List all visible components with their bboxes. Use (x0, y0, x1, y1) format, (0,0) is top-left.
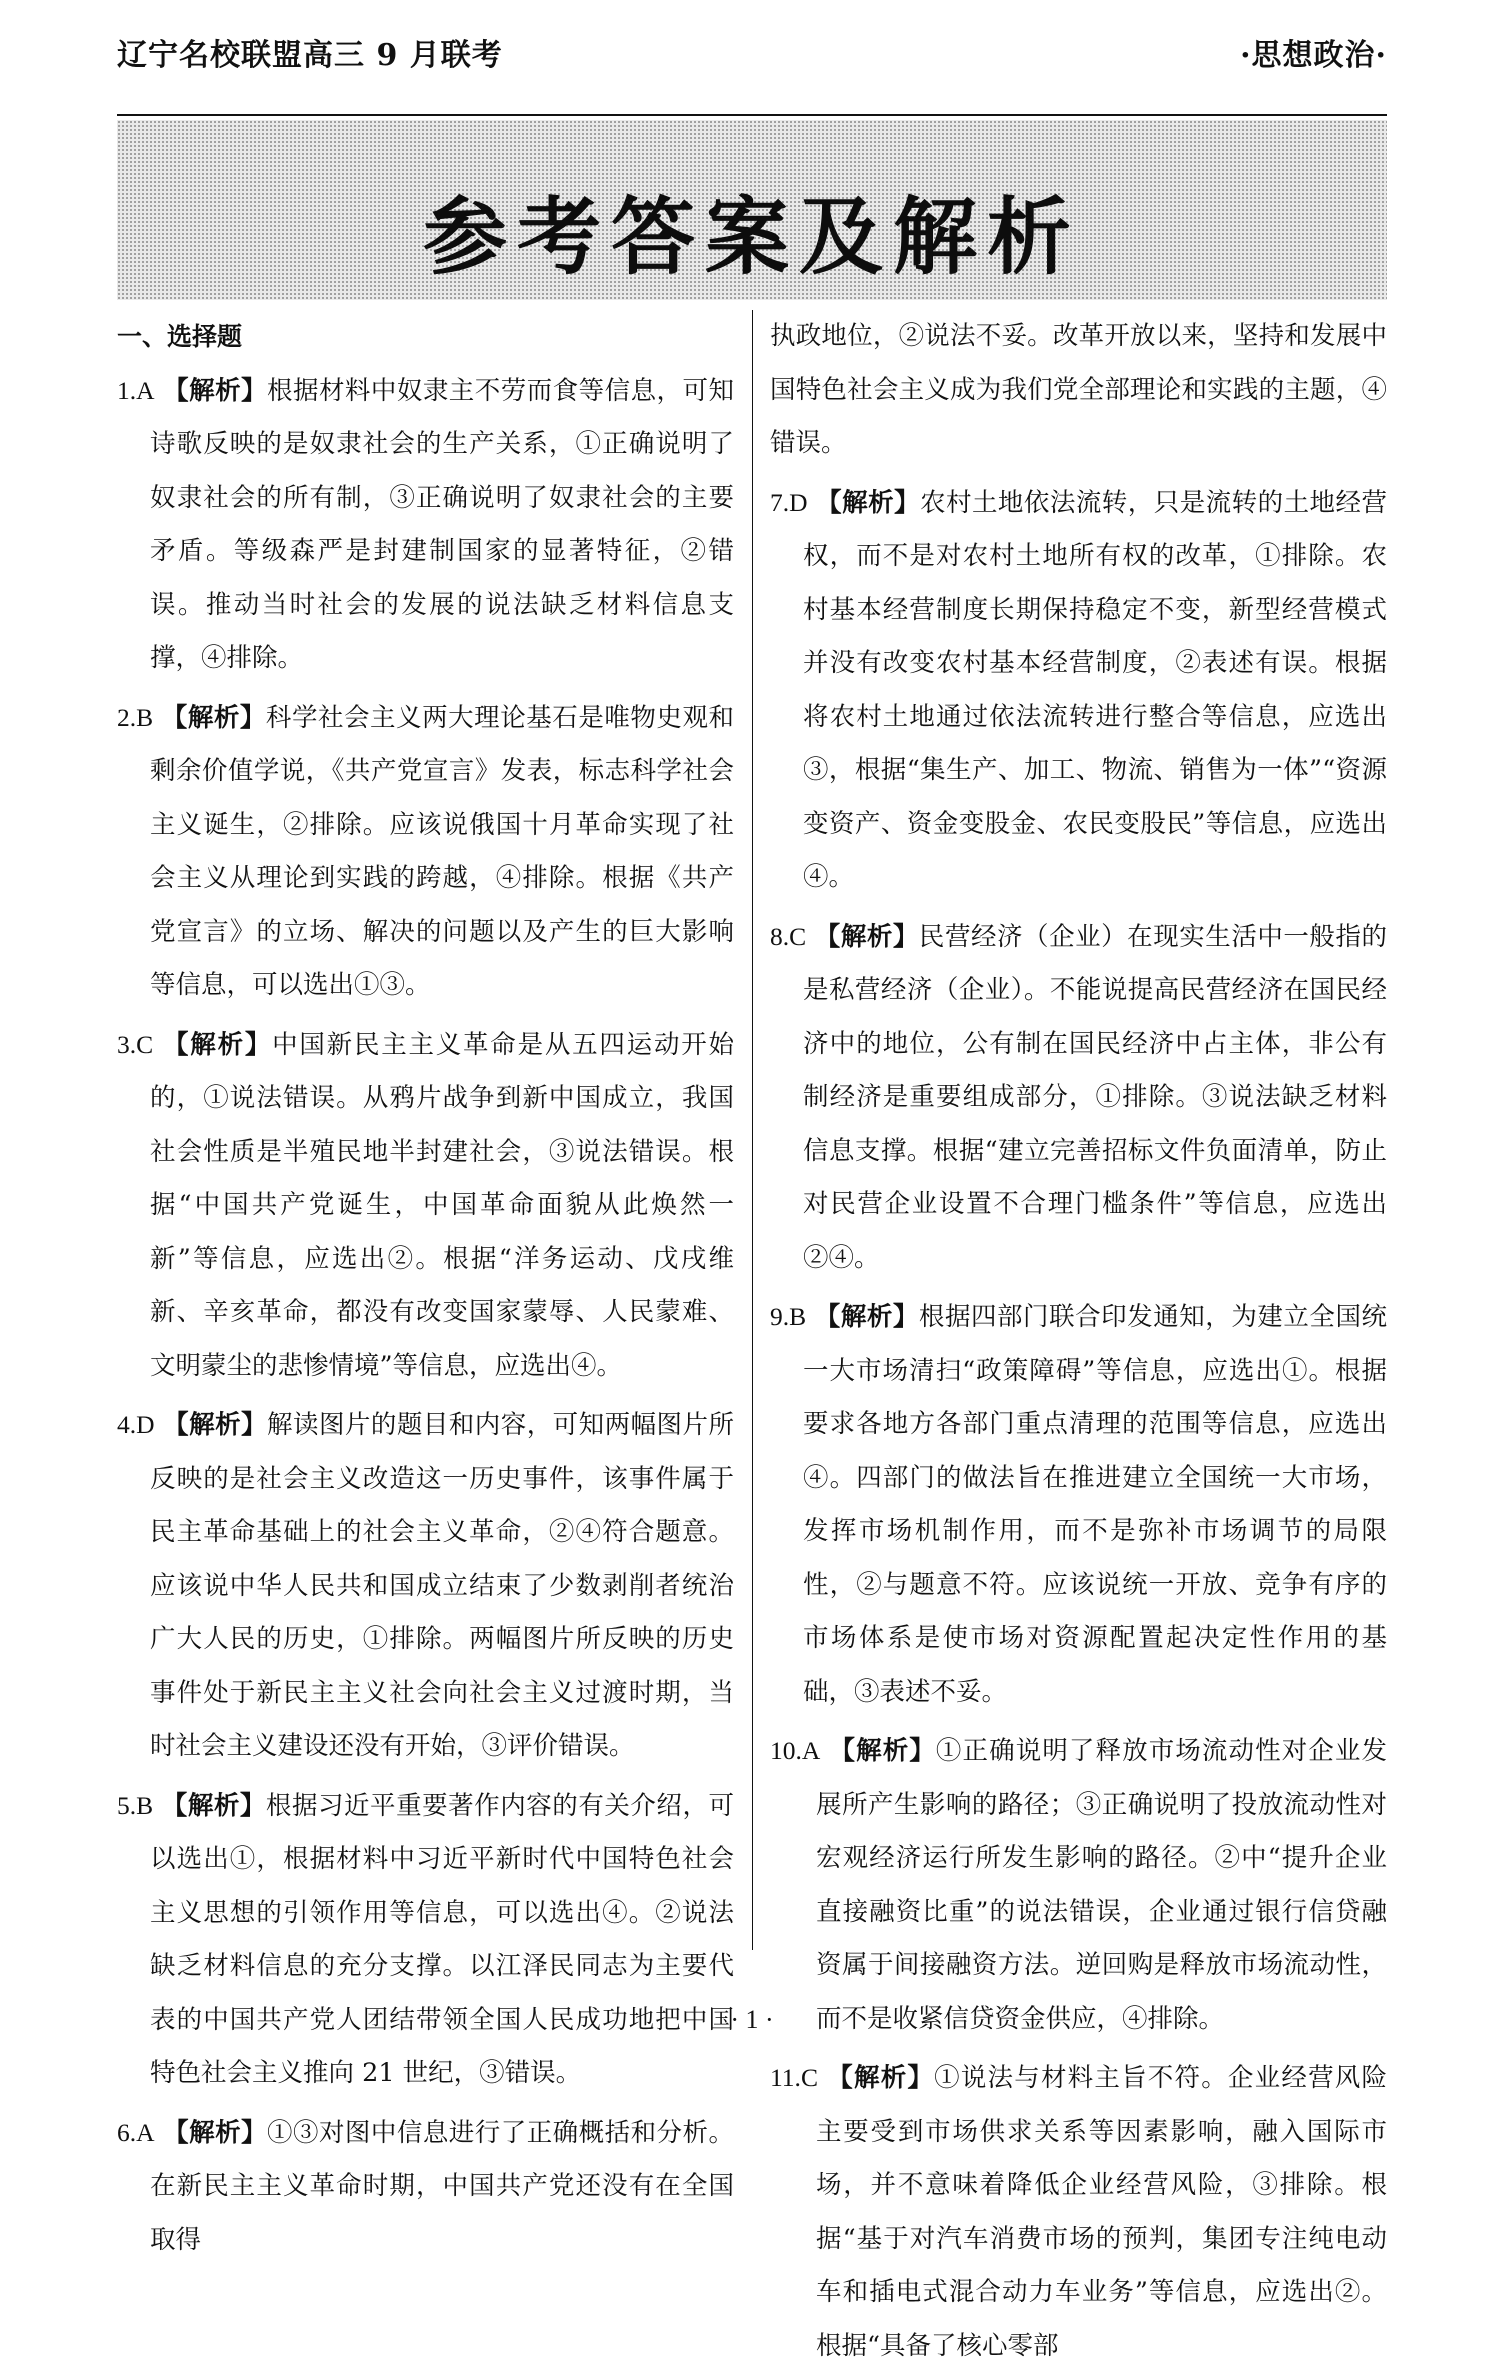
answer-item-4: 4.D 【解析】解读图片的题目和内容，可知两幅图片所反映的是社会主义改造这一历史事件，该事件属于民主革命基础上的社会主义革命，②④符合题意。应该说中华人民共和国成立结束了少数剥削者统治广大人民的历史，①排除。两幅图片所反映的历史事件处于新民主主义社会向社会主义过渡时期，当时社会主义建设还没有开始，③评价错误。 (117, 1410, 734, 1761)
exam-title: 辽宁名校联盟高三 9 月联考 (117, 38, 503, 73)
answer-item-6: 6.A 【解析】①③对图中信息进行了正确概括和分析。在新民主主义革命时期，中国共产党还没有在全国取得 (117, 2117, 734, 2255)
page-header (117, 18, 1387, 78)
column-divider (752, 310, 753, 1950)
answer-item-7: 7.D 【解析】农村土地依法流转，只是流转的土地经营权，而不是对农村土地所有权的改革，①排除。农村基本经营制度长期保持稳定不变，新型经营模式并没有改变农村基本经营制度，②表述有误。根据将农村土地通过依法流转进行整合等信息，应选出③，根据“集生产、加工、物流、销售为一体”“资源变资产、资金变股金、农民变股民”等信息，应选出④。 (770, 487, 1387, 892)
answer-item-10: 10.A 【解析】①正确说明了释放市场流动性对企业发展所产生影响的路径；③正确说明了投放流动性对宏观经济运行所发生影响的路径。②中“提升企业直接融资比重”的说法错误，企业通过银行信贷融资属于间接融资方法。逆回购是释放市场流动性，而不是收紧信贷资金供应，④排除。 (770, 1736, 1387, 2034)
answer-item-3: 3.C 【解析】中国新民主主义革命是从五四运动开始的，①说法错误。从鸦片战争到新中国成立，我国社会性质是半殖民地半封建社会，③说法错误。根据“中国共产党诞生，中国革命面貌从此焕然一新”等信息，应选出②。根据“洋务运动、戊戌维新、辛亥革命，都没有改变国家蒙辱、人民蒙难、文明蒙尘的悲惨情境”等信息，应选出④。 (117, 1029, 734, 1381)
page-title: 参考答案及解析 (422, 188, 1081, 286)
answer-item-5: 5.B 【解析】根据习近平重要著作内容的有关介绍，可以选出①，根据材料中习近平新时代中国特色社会主义思想的引领作用等信息，可以选出④。②说法缺乏材料信息的充分支撑。以江泽民同志为主要代表的中国共产党人团结带领全国人民成功地把中国特色社会主义推向 21 世纪，③错误。 (117, 1790, 734, 2088)
answer-columns (117, 310, 1387, 2361)
page-number: · 1 · (730, 2005, 774, 2034)
answer-item-9: 9.B 【解析】根据四部门联合印发通知，为建立全国统一大市场清扫“政策障碍”等信息，应选出①。根据要求各地方各部门重点清理的范围等信息，应选出④。四部门的做法旨在推进建立全国统一大市场，发挥市场机制作用，而不是弥补市场调节的局限性，②与题意不符。应该说统一开放、竞争有序的市场体系是使市场对资源配置起决定性作用的基础，③表述不妥。 (770, 1302, 1387, 1707)
analysis-tag: 【解析】 (161, 1790, 266, 1821)
answer-item-1: 1.A 【解析】根据材料中奴隶主不劳而食等信息，可知诗歌反映的是奴隶社会的生产关系，①正确说明了奴隶社会的所有制，③正确说明了奴隶社会的主要矛盾。等级森严是封建制国家的显著特征，②错误。推动当时社会的发展的说法缺乏材料信息支撑，④排除。 (117, 375, 734, 673)
analysis-tag: 【解析】 (163, 1410, 268, 1440)
subject-label: ·思想政治· (1240, 38, 1387, 73)
title-banner (117, 120, 1387, 300)
analysis-tag: 【解析】 (163, 1029, 273, 1060)
analysis-tag: 【解析】 (163, 2117, 268, 2148)
left-column (117, 310, 734, 2272)
answer-item-8: 8.C 【解析】民营经济（企业）在现实生活中一般指的是私营经济（企业）。不能说提高民营经济在国民经济中的地位，公有制在国民经济中占主体，非公有制经济是重要组成部分，①排除。③说法缺乏材料信息支撑。根据“建立完善招标文件负面清单，防止对民营企业设置不合理门槛条件”等信息，应选出②④。 (770, 921, 1387, 1273)
analysis-tag: 【解析】 (814, 1302, 919, 1332)
analysis-tag: 【解析】 (161, 702, 266, 733)
analysis-tag: 【解析】 (829, 1736, 936, 1766)
analysis-tag: 【解析】 (816, 487, 921, 518)
analysis-tag: 【解析】 (827, 2063, 935, 2093)
header-rule (117, 114, 1387, 116)
right-column (770, 310, 1387, 2378)
answer-item-11: 11.C 【解析】①说法与材料主旨不符。企业经营风险主要受到市场供求关系等因素影响，融入国际市场，并不意味着降低企业经营风险，③排除。根据“基于对汽车消费市场的预判，集团专注纯电动车和插电式混合动力车业务”等信息，应选出②。根据“具备了核心零部 (770, 2063, 1387, 2361)
answer-item-6-continued: 执政地位，②说法不妥。改革开放以来，坚持和发展中国特色社会主义成为我们党全部理论和实践的主题，④错误。 (770, 321, 1387, 458)
analysis-tag: 【解析】 (163, 375, 268, 406)
section-title: 一、选择题 (117, 322, 243, 351)
answer-item-2: 2.B 【解析】科学社会主义两大理论基石是唯物史观和剩余价值学说，《共产党宣言》发表，标志科学社会主义诞生，②排除。应该说俄国十月革命实现了社会主义从理论到实践的跨越，④排除。根据《共产党宣言》的立场、解决的问题以及产生的巨大影响等信息，可以选出①③。 (117, 702, 734, 1000)
analysis-tag: 【解析】 (814, 921, 919, 952)
